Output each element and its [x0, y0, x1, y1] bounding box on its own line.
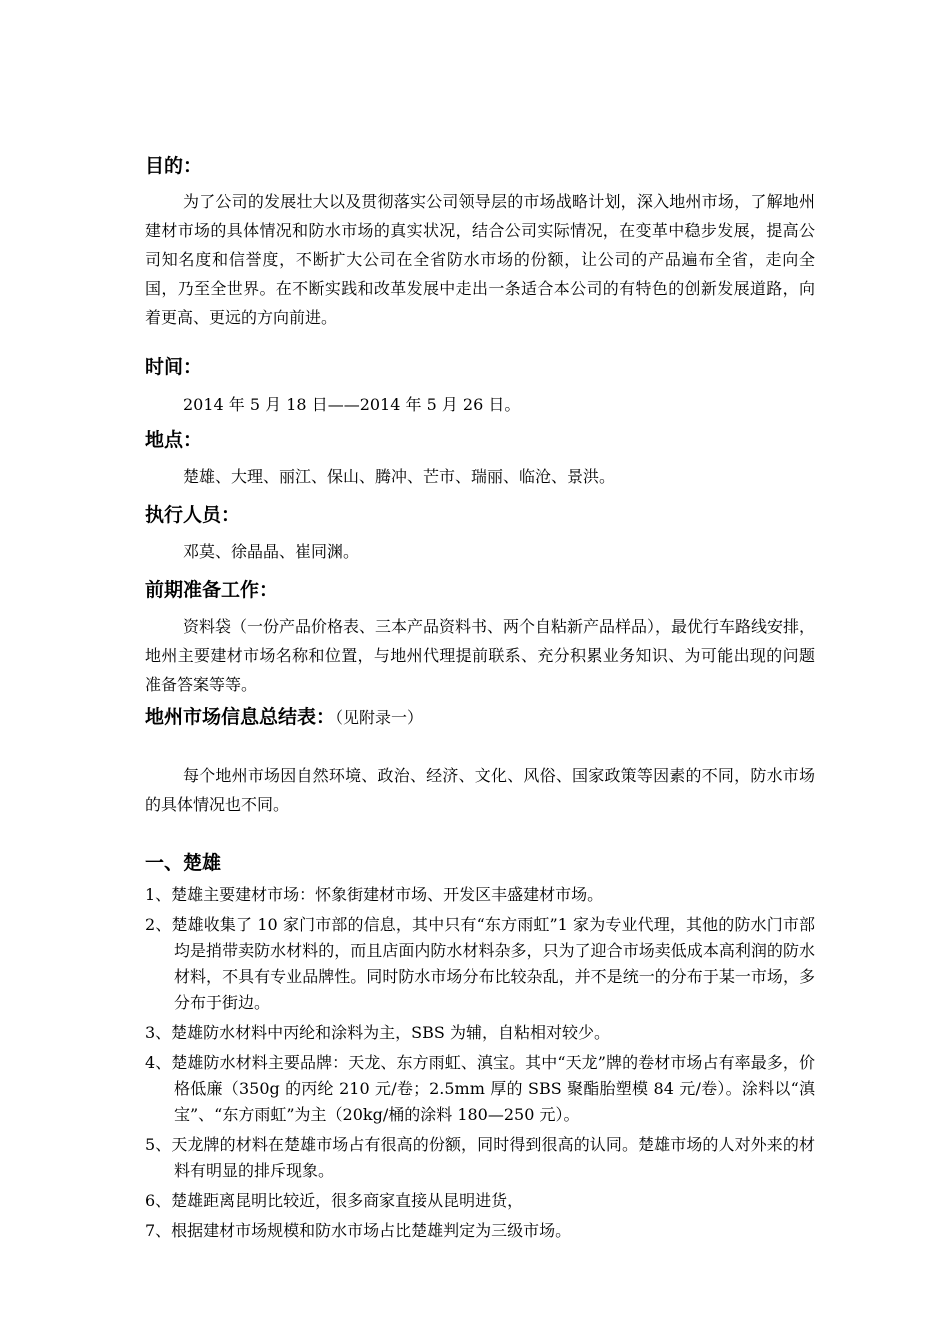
location-heading: 地点： [145, 429, 203, 451]
summary-appendix-note: （见附录一） [335, 708, 424, 727]
summary-heading-title: 地州市场信息总结表： [145, 706, 336, 728]
chuxiong-item-1: 1、楚雄主要建材市场：怀象街建材市场、开发区丰盛建材市场。 [145, 885, 604, 904]
staff-text: 邓莫、徐晶晶、崔同渊。 [183, 542, 360, 561]
chuxiong-item-7: 7、根据建材市场规模和防水市场占比楚雄判定为三级市场。 [145, 1221, 572, 1240]
purpose-heading: 目的： [145, 155, 203, 177]
time-text: 2014 年 5 月 18 日——2014 年 5 月 26 日。 [183, 395, 521, 414]
chuxiong-item-2: 2、楚雄收集了 10 家门市部的信息，其中只有“东方雨虹”1 家为专业代理，其他的防水门市部均是捎带卖防水材料的，而且店面内防水材料杂多，只为了迎合市场卖低成本高利润的防水材料，不具有专业品牌性。同时防水市场分布比较杂乱，并不是统一的分布于某一市场，多分布于街边。 [145, 915, 815, 1012]
preparation-heading: 前期准备工作： [145, 579, 279, 601]
preparation-paragraph: 资料袋（一份产品价格表、三本产品资料书、两个自粘新产品样品），最优行车路线安排，地州主要建材市场名称和位置，与地州代理提前联系、充分积累业务知识、为可能出现的问题准备答案等等。 [145, 617, 816, 694]
chuxiong-list [145, 882, 815, 1248]
chuxiong-item-3: 3、楚雄防水材料中丙纶和涂料为主，SBS 为辅，自粘相对较少。 [145, 1023, 610, 1042]
chuxiong-heading: 一、楚雄 [145, 852, 222, 874]
chuxiong-item-5: 5、天龙牌的材料在楚雄市场占有很高的份额，同时得到很高的认同。楚雄市场的人对外来的材料有明显的排斥现象。 [145, 1135, 815, 1180]
summary-heading [145, 705, 423, 730]
staff-heading: 执行人员： [145, 504, 241, 526]
time-heading: 时间： [145, 356, 203, 378]
summary-paragraph: 每个地州市场因自然环境、政治、经济、文化、风俗、国家政策等因素的不同，防水市场的具体情况也不同。 [145, 766, 815, 814]
chuxiong-item-4: 4、楚雄防水材料主要品牌：天龙、东方雨虹、滇宝。其中“天龙”牌的卷材市场占有率最多，价格低廉（350g 的丙纶 210 元/卷；2.5mm 厚的 SBS 聚酯胎塑模 84 元/卷）。涂料以“滇宝”、“东方雨虹”为主（20kg/桶的涂料 180—250 元）。 [145, 1053, 815, 1124]
chuxiong-item-6: 6、楚雄距离昆明比较近，很多商家直接从昆明进货， [145, 1191, 524, 1210]
location-text: 楚雄、大理、丽江、保山、腾冲、芒市、瑞丽、临沧、景洪。 [183, 467, 616, 486]
purpose-paragraph: 为了公司的发展壮大以及贯彻落实公司领导层的市场战略计划，深入地州市场，了解地州建材市场的具体情况和防水市场的真实状况，结合公司实际情况，在变革中稳步发展，提高公司知名度和信誉度，不断扩大公司在全省防水市场的份额，让公司的产品遍布全省，走向全国，乃至全世界。在不断实践和改革发展中走出一条适合本公司的有特色的创新发展道路，向着更高、更远的方向前进。 [145, 192, 815, 327]
